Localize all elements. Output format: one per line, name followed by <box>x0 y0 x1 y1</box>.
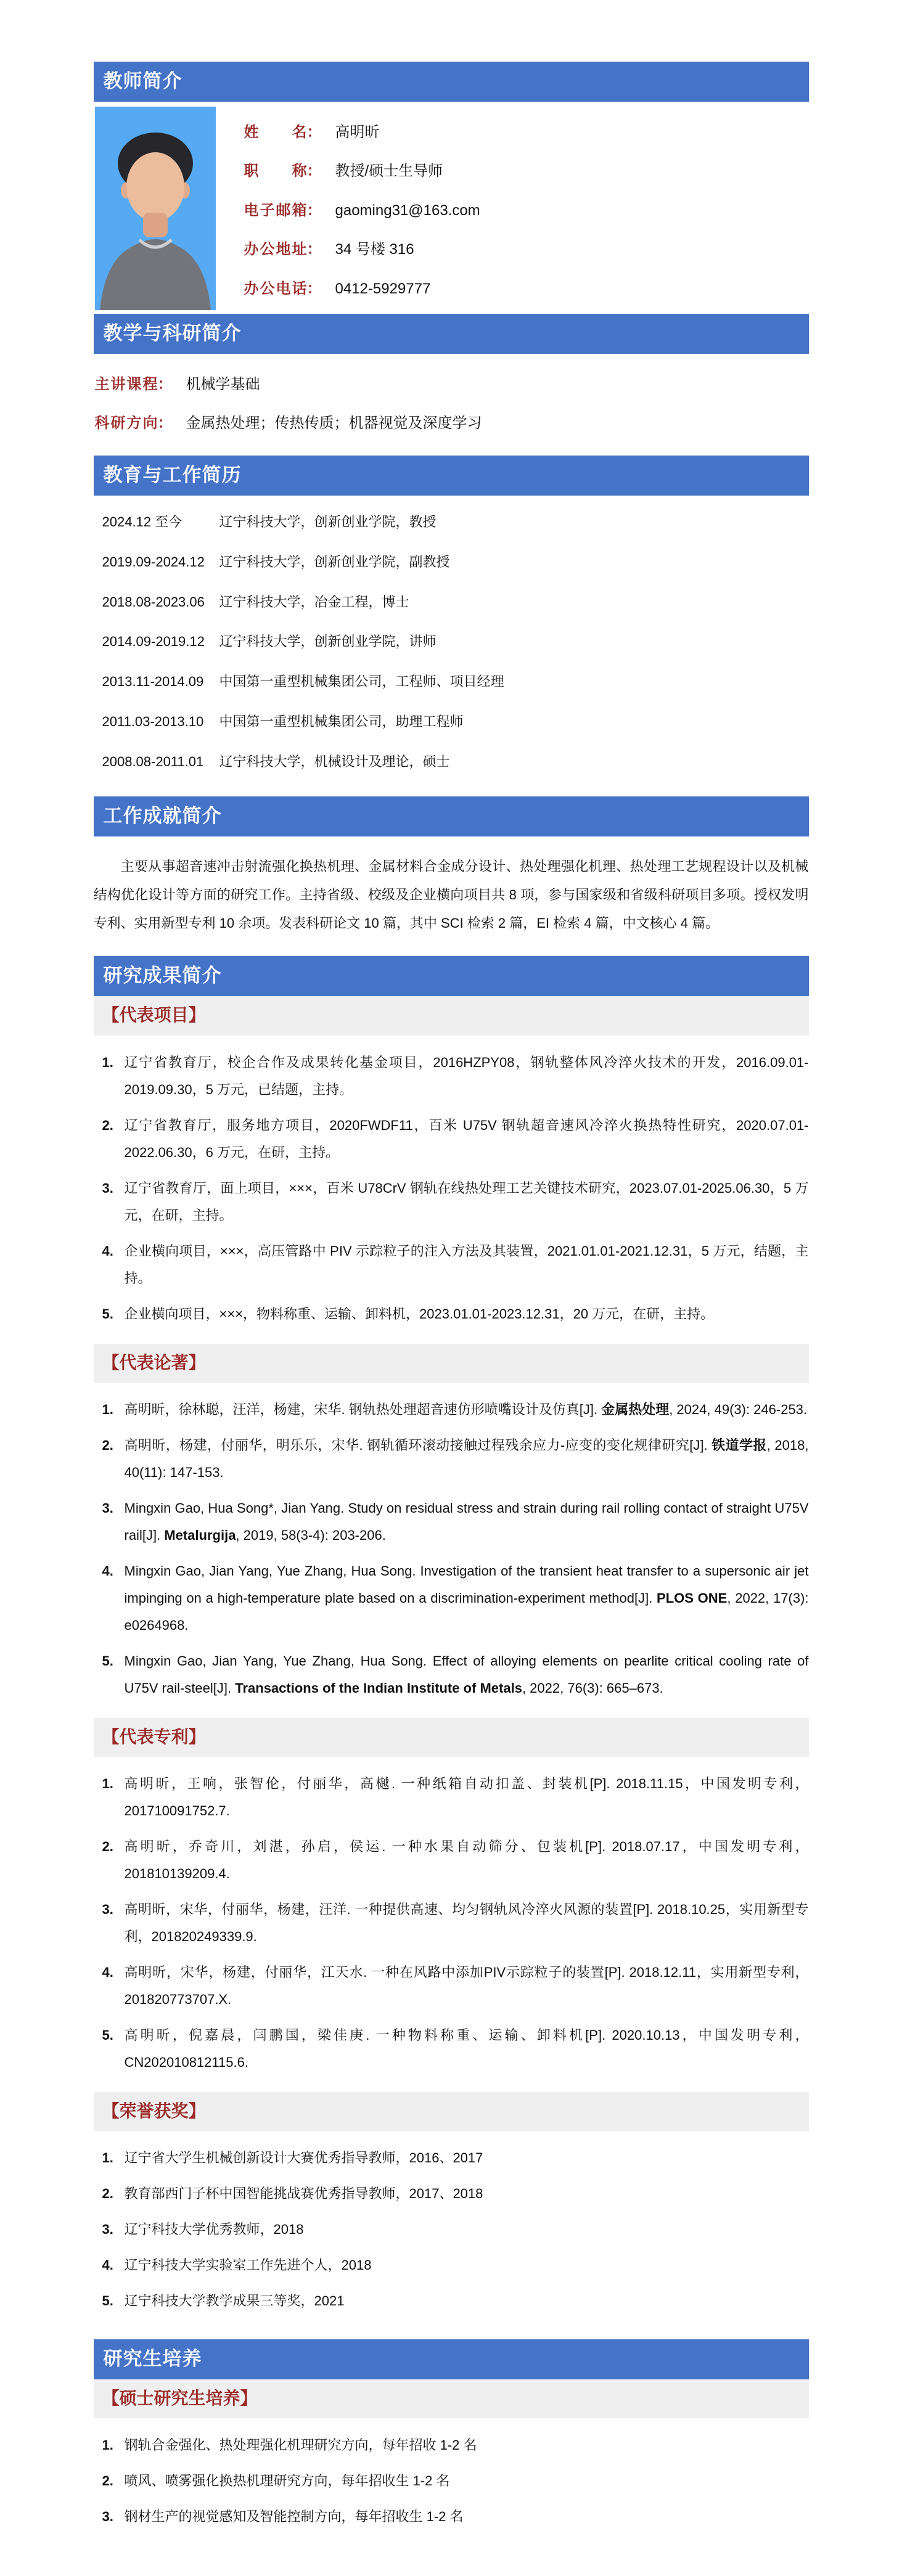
honor-item <box>102 2180 809 2207</box>
item-number: 4. <box>102 1563 113 1579</box>
project-item-text <box>125 1049 809 1103</box>
publication-item <box>102 1648 809 1702</box>
subheading-master-training: 【硕士研究生培养】 <box>94 2379 809 2418</box>
item-text-segment: , 2024, 49(3): 246-253. <box>669 1401 808 1417</box>
patent-item-text <box>125 1770 809 1825</box>
item-number: 1. <box>102 1401 113 1417</box>
training-direction-item <box>102 2503 809 2530</box>
item-number: 4. <box>102 1964 113 1980</box>
project-item <box>102 1175 809 1229</box>
teaching-field-label: 科研方向 <box>94 414 158 431</box>
profile-field-row <box>244 279 809 299</box>
item-text-segment: 高明昕，徐林聪，汪洋，杨建，宋华. 钢轨热处理超音速仿形喷嘴设计及仿真[J]. <box>124 1401 602 1417</box>
representative-patents-list <box>94 1770 809 2076</box>
history-row <box>102 753 809 772</box>
profile-field-colon: ： <box>306 124 322 141</box>
patent-item-text <box>125 1833 809 1887</box>
item-text-segment: 钢材生产的视觉感知及智能控制方向，每年招收生 1-2 名 <box>124 2509 464 2525</box>
teaching-field-colon: ： <box>157 414 173 431</box>
section-header-teaching-research <box>94 314 809 354</box>
honor-item-text <box>125 2252 809 2279</box>
patent-item <box>102 1896 809 1950</box>
publication-item <box>102 1396 809 1423</box>
publication-item-text <box>125 1396 809 1423</box>
section-title-achievements: 工作成就简介 <box>103 804 222 827</box>
honor-item <box>102 2145 809 2172</box>
patent-item <box>102 1959 809 2013</box>
item-text-segment: Mingxin Gao, Hua Song*, Jian Yang. Study on residual stress and strain during rail rolling contact of straight U75V rail[J]. <box>124 1500 809 1543</box>
item-text-segment: 辽宁省大学生机械创新设计大赛优秀指导教师，2016、2017 <box>124 2150 483 2166</box>
subheading-representative-patents: 【代表专利】 <box>94 1718 809 1757</box>
item-number: 4. <box>102 2257 113 2273</box>
profile-field-label: 办公地址 <box>244 241 307 258</box>
profile-field-colon: ： <box>306 163 322 180</box>
teaching-field-colon: ： <box>157 376 173 393</box>
item-text-segment: 高明昕，倪嘉晨，闫鹏国，梁佳庚. 一种物料称重、运输、卸料机[P]. 2020.10.13，中国发明专利，CN202010812115.6. <box>124 2027 809 2070</box>
teacher-profile-page <box>94 0 809 2576</box>
teaching-research-list <box>94 354 809 456</box>
honor-item <box>102 2252 809 2279</box>
project-item <box>102 1049 809 1103</box>
history-period: 2018.08-2023.06 <box>102 594 205 610</box>
project-item <box>102 1238 809 1292</box>
honor-item-text <box>125 2145 809 2172</box>
profile-field-row <box>244 201 809 221</box>
history-detail: 辽宁科技大学，冶金工程，博士 <box>219 594 409 610</box>
item-number: 3. <box>102 1901 113 1917</box>
item-text-segment: 喷风、喷雾强化换热机理研究方向，每年招收生 1-2 名 <box>124 2473 450 2489</box>
item-number: 2. <box>102 1117 113 1133</box>
item-text-segment: 教育部西门子杯中国智能挑战赛优秀指导教师，2017、2018 <box>124 2186 483 2202</box>
section-header-research-results <box>94 956 809 996</box>
item-text-segment: 辽宁省教育厅，校企合作及成果转化基金项目，2016HZPY08，钢轨整体风冷淬火技术的开发，2016.09.01-2019.09.30，5 万元，已结题，主持。 <box>124 1054 809 1097</box>
training-direction-text <box>125 2503 809 2530</box>
item-number: 3. <box>102 2509 113 2525</box>
item-text-segment: Mingxin Gao, Jian Yang, Yue Zhang, Hua Song. Effect of alloying elements on pearlite critical cooling rate of U75V rail-steel[J]. <box>124 1653 809 1696</box>
publication-item <box>102 1558 809 1639</box>
item-text-segment: 辽宁科技大学实验室工作先进个人，2018 <box>124 2257 372 2273</box>
item-text-segment: 高明昕，杨建，付丽华，明乐乐，宋华. 钢轨循环滚动接触过程残余应力-应变的变化规律研究[J]. <box>124 1437 712 1453</box>
item-number: 2. <box>102 2186 113 2202</box>
item-text-segment: 高明昕，宋华，付丽华，杨建，汪洋. 一种提供高速、均匀钢轨风冷淬火风源的装置[P]. 2018.10.25，实用新型专利，201820249339.9. <box>124 1901 809 1944</box>
teaching-field-label: 主讲课程 <box>94 376 158 393</box>
item-number: 5. <box>102 2027 113 2043</box>
profile-field-colon: ： <box>306 241 322 258</box>
teaching-field-value: 机械学基础 <box>186 376 260 393</box>
item-number: 1. <box>102 2437 113 2453</box>
history-row <box>102 713 809 732</box>
master-training-list <box>94 2432 809 2530</box>
patent-item <box>102 2022 809 2076</box>
subheading-representative-projects: 【代表项目】 <box>94 996 809 1035</box>
patent-item-text <box>125 1896 809 1950</box>
item-text-segment: 高明昕，王响，张智伦，付丽华，高樾. 一种纸箱自动扣盖、封装机[P]. 2018.11.15，中国发明专利，201710091752.7. <box>124 1775 809 1818</box>
project-item-text <box>125 1175 809 1229</box>
journal-name-bold: PLOS ONE <box>657 1590 728 1606</box>
item-text-segment: , 2022, 17(3): e0264968. <box>124 1590 809 1633</box>
item-number: 1. <box>102 1054 113 1070</box>
journal-name-bold: Metalurgija <box>164 1527 236 1543</box>
patent-item-text <box>125 1959 809 2013</box>
item-text-segment: 辽宁科技大学教学成果三等奖，2021 <box>124 2293 345 2309</box>
honor-item <box>102 2216 809 2243</box>
group-representative-patents <box>94 1718 809 2076</box>
journal-name-bold: 金属热处理 <box>601 1401 670 1417</box>
honor-item-text <box>125 2288 809 2315</box>
section-header-graduate-training <box>94 2339 809 2379</box>
profile-block <box>95 107 809 310</box>
profile-field-colon: ： <box>306 280 322 297</box>
profile-field-value: gaoming31@163.com <box>335 202 480 219</box>
history-detail: 辽宁科技大学，机械设计及理论，硕士 <box>219 753 450 769</box>
history-period: 2014.09-2019.12 <box>102 634 205 650</box>
item-text-segment: 钢轨合金强化、热处理强化机理研究方向，每年招收 1-2 名 <box>124 2437 477 2453</box>
achievements-paragraph: 主要从事超音速冲击射流强化换热机理、金属材料合金成分设计、热处理强化机理、热处理工艺规程设计以及机械结构优化设计等方面的研究工作。主持省级、校级及企业横向项目共 8 项，参与国家级和省级科研项目多项。授权发明专利、实用新型专利 10 余项。发表科研论文 10 篇，其中 SCI 检索 2 篇，EI 检索 4 篇，中文核心 4 篇。 <box>93 858 809 931</box>
project-item-text <box>125 1112 809 1166</box>
section-header-education-work <box>94 456 809 496</box>
history-row <box>102 632 809 652</box>
honor-item <box>102 2288 809 2315</box>
item-number: 5. <box>102 2293 113 2309</box>
history-period: 2011.03-2013.10 <box>102 714 204 730</box>
person-portrait-image <box>95 107 216 310</box>
section-header-teacher-intro <box>94 62 809 102</box>
patent-item-text <box>125 2022 809 2076</box>
item-number: 3. <box>102 1180 113 1196</box>
section-title-graduate-training: 研究生培养 <box>103 2348 202 2370</box>
item-number: 2. <box>102 1838 113 1854</box>
honor-item-text <box>125 2180 809 2207</box>
profile-field-row <box>244 240 809 260</box>
project-item-text <box>125 1238 809 1292</box>
profile-info-list <box>244 107 809 310</box>
history-row <box>102 553 809 572</box>
profile-field-label: 电子邮箱 <box>244 202 307 219</box>
profile-field-value: 34 号楼 316 <box>335 241 414 258</box>
item-text-segment: , 2018, 40(11): 147-153. <box>124 1437 809 1480</box>
item-text-segment: 辽宁省教育厅，面上项目，×××，百米 U78CrV 钢轨在线热处理工艺关键技术研究，2023.07.01-2025.06.30，5 万元，在研，主持。 <box>124 1180 809 1223</box>
profile-field-colon: ： <box>306 202 322 219</box>
journal-name-bold: 铁道学报 <box>711 1437 767 1453</box>
publication-item <box>102 1495 809 1549</box>
item-text-segment: 企业横向项目，×××，物料称重、运输、卸料机，2023.01.01-2023.12.31，20 万元，在研，主持。 <box>124 1306 715 1322</box>
group-honors-awards <box>94 2092 809 2315</box>
honor-item-text <box>125 2216 809 2243</box>
profile-field-value: 教授/硕士生导师 <box>335 163 443 180</box>
item-text-segment: 辽宁科技大学优秀教师，2018 <box>124 2222 304 2238</box>
training-direction-text <box>125 2432 809 2459</box>
item-number: 1. <box>102 2150 113 2166</box>
representative-publications-list <box>94 1396 809 1702</box>
section-title-teacher-intro: 教师简介 <box>103 70 182 92</box>
profile-field-label: 职称 <box>244 163 307 180</box>
item-number: 1. <box>102 1775 113 1791</box>
history-detail: 中国第一重型机械集团公司，助理工程师 <box>219 714 464 730</box>
history-detail: 辽宁科技大学，创新创业学院，讲师 <box>219 634 437 650</box>
training-direction-item <box>102 2432 809 2459</box>
item-text-segment: 企业横向项目，×××，高压管路中 PIV 示踪粒子的注入方法及其装置，2021.01.01-2021.12.31，5 万元，结题，主持。 <box>124 1243 809 1286</box>
history-row <box>102 673 809 692</box>
project-item-text <box>125 1301 809 1328</box>
publication-item-text <box>125 1558 809 1639</box>
section-gap <box>94 2323 809 2339</box>
profile-photo <box>95 107 216 310</box>
history-detail: 中国第一重型机械集团公司，工程师、项目经理 <box>219 674 504 690</box>
patent-item <box>102 1770 809 1825</box>
patent-item <box>102 1833 809 1887</box>
item-number: 5. <box>102 1306 113 1322</box>
publication-item-text <box>125 1495 809 1549</box>
group-representative-projects <box>94 996 809 1327</box>
profile-field-value: 高明昕 <box>335 124 380 141</box>
publication-item-text <box>125 1648 809 1702</box>
publication-item <box>102 1432 809 1486</box>
history-detail: 辽宁科技大学，创新创业学院，教授 <box>219 514 437 530</box>
history-period: 2013.11-2014.09 <box>102 674 204 690</box>
profile-field-value: 0412-5929777 <box>335 280 431 297</box>
profile-field-label: 办公电话 <box>244 280 307 297</box>
project-item <box>102 1301 809 1328</box>
training-direction-text <box>125 2468 809 2495</box>
education-work-list <box>94 496 809 796</box>
item-number: 3. <box>102 1500 113 1516</box>
item-text-segment: 高明昕，宋华，杨建，付丽华，江天水. 一种在风路中添加PIV示踪粒子的装置[P]. 2018.12.11，实用新型专利，201820773707.X. <box>124 1964 809 2007</box>
item-text-segment: 高明昕，乔奇川，刘湛，孙启，侯运. 一种水果自动筛分、包装机[P]. 2018.07.17，中国发明专利，201810139209.4. <box>124 1838 809 1881</box>
section-title-teaching-research: 教学与科研简介 <box>103 322 242 345</box>
training-direction-item <box>102 2468 809 2495</box>
history-row <box>102 593 809 612</box>
item-text-segment: , 2019, 58(3-4): 203-206. <box>236 1527 386 1543</box>
honors-awards-list <box>94 2145 809 2315</box>
item-number: 2. <box>102 2473 113 2489</box>
profile-field-row <box>244 162 809 181</box>
section-title-research-results: 研究成果简介 <box>103 965 222 987</box>
subheading-honors-awards: 【荣誉获奖】 <box>94 2092 809 2131</box>
subheading-representative-publications: 【代表论著】 <box>94 1344 809 1383</box>
history-period: 2008.08-2011.01 <box>102 753 204 769</box>
teaching-field-row <box>95 375 809 395</box>
item-text-segment: 辽宁省教育厅，服务地方项目，2020FWDF11，百米 U75V 钢轨超音速风冷淬火换热特性研究，2020.07.01-2022.06.30，6 万元，在研，主持。 <box>124 1117 809 1160</box>
history-row <box>102 513 809 532</box>
group-master-training <box>94 2379 809 2530</box>
history-period: 2024.12 至今 <box>102 514 182 530</box>
publication-item-text <box>125 1432 809 1486</box>
group-representative-publications <box>94 1344 809 1702</box>
history-detail: 辽宁科技大学，创新创业学院，副教授 <box>219 554 450 570</box>
item-text-segment: , 2022, 76(3): 665–673. <box>522 1680 663 1696</box>
item-number: 3. <box>102 2222 113 2238</box>
teaching-field-value: 金属热处理；传热传质；机器视觉及深度学习 <box>186 414 482 431</box>
project-item <box>102 1112 809 1166</box>
item-number: 2. <box>102 1437 113 1453</box>
teaching-field-row <box>95 414 809 433</box>
item-number: 4. <box>102 1243 113 1259</box>
representative-projects-list <box>94 1049 809 1328</box>
profile-field-row <box>244 123 809 142</box>
section-header-achievements <box>94 796 809 836</box>
profile-field-label: 姓名 <box>244 124 307 141</box>
item-number: 5. <box>102 1653 113 1669</box>
item-text-segment: Mingxin Gao, Jian Yang, Yue Zhang, Hua Song. Investigation of the transient heat transfer to a supersonic air jet impinging on a high-temperature plate based on a discrimination-experiment method[J]. <box>124 1563 809 1606</box>
journal-name-bold: Transactions of the Indian Institute of Metals <box>235 1680 522 1696</box>
section-title-education-work: 教育与工作简历 <box>103 464 242 486</box>
history-period: 2019.09-2024.12 <box>102 554 205 570</box>
